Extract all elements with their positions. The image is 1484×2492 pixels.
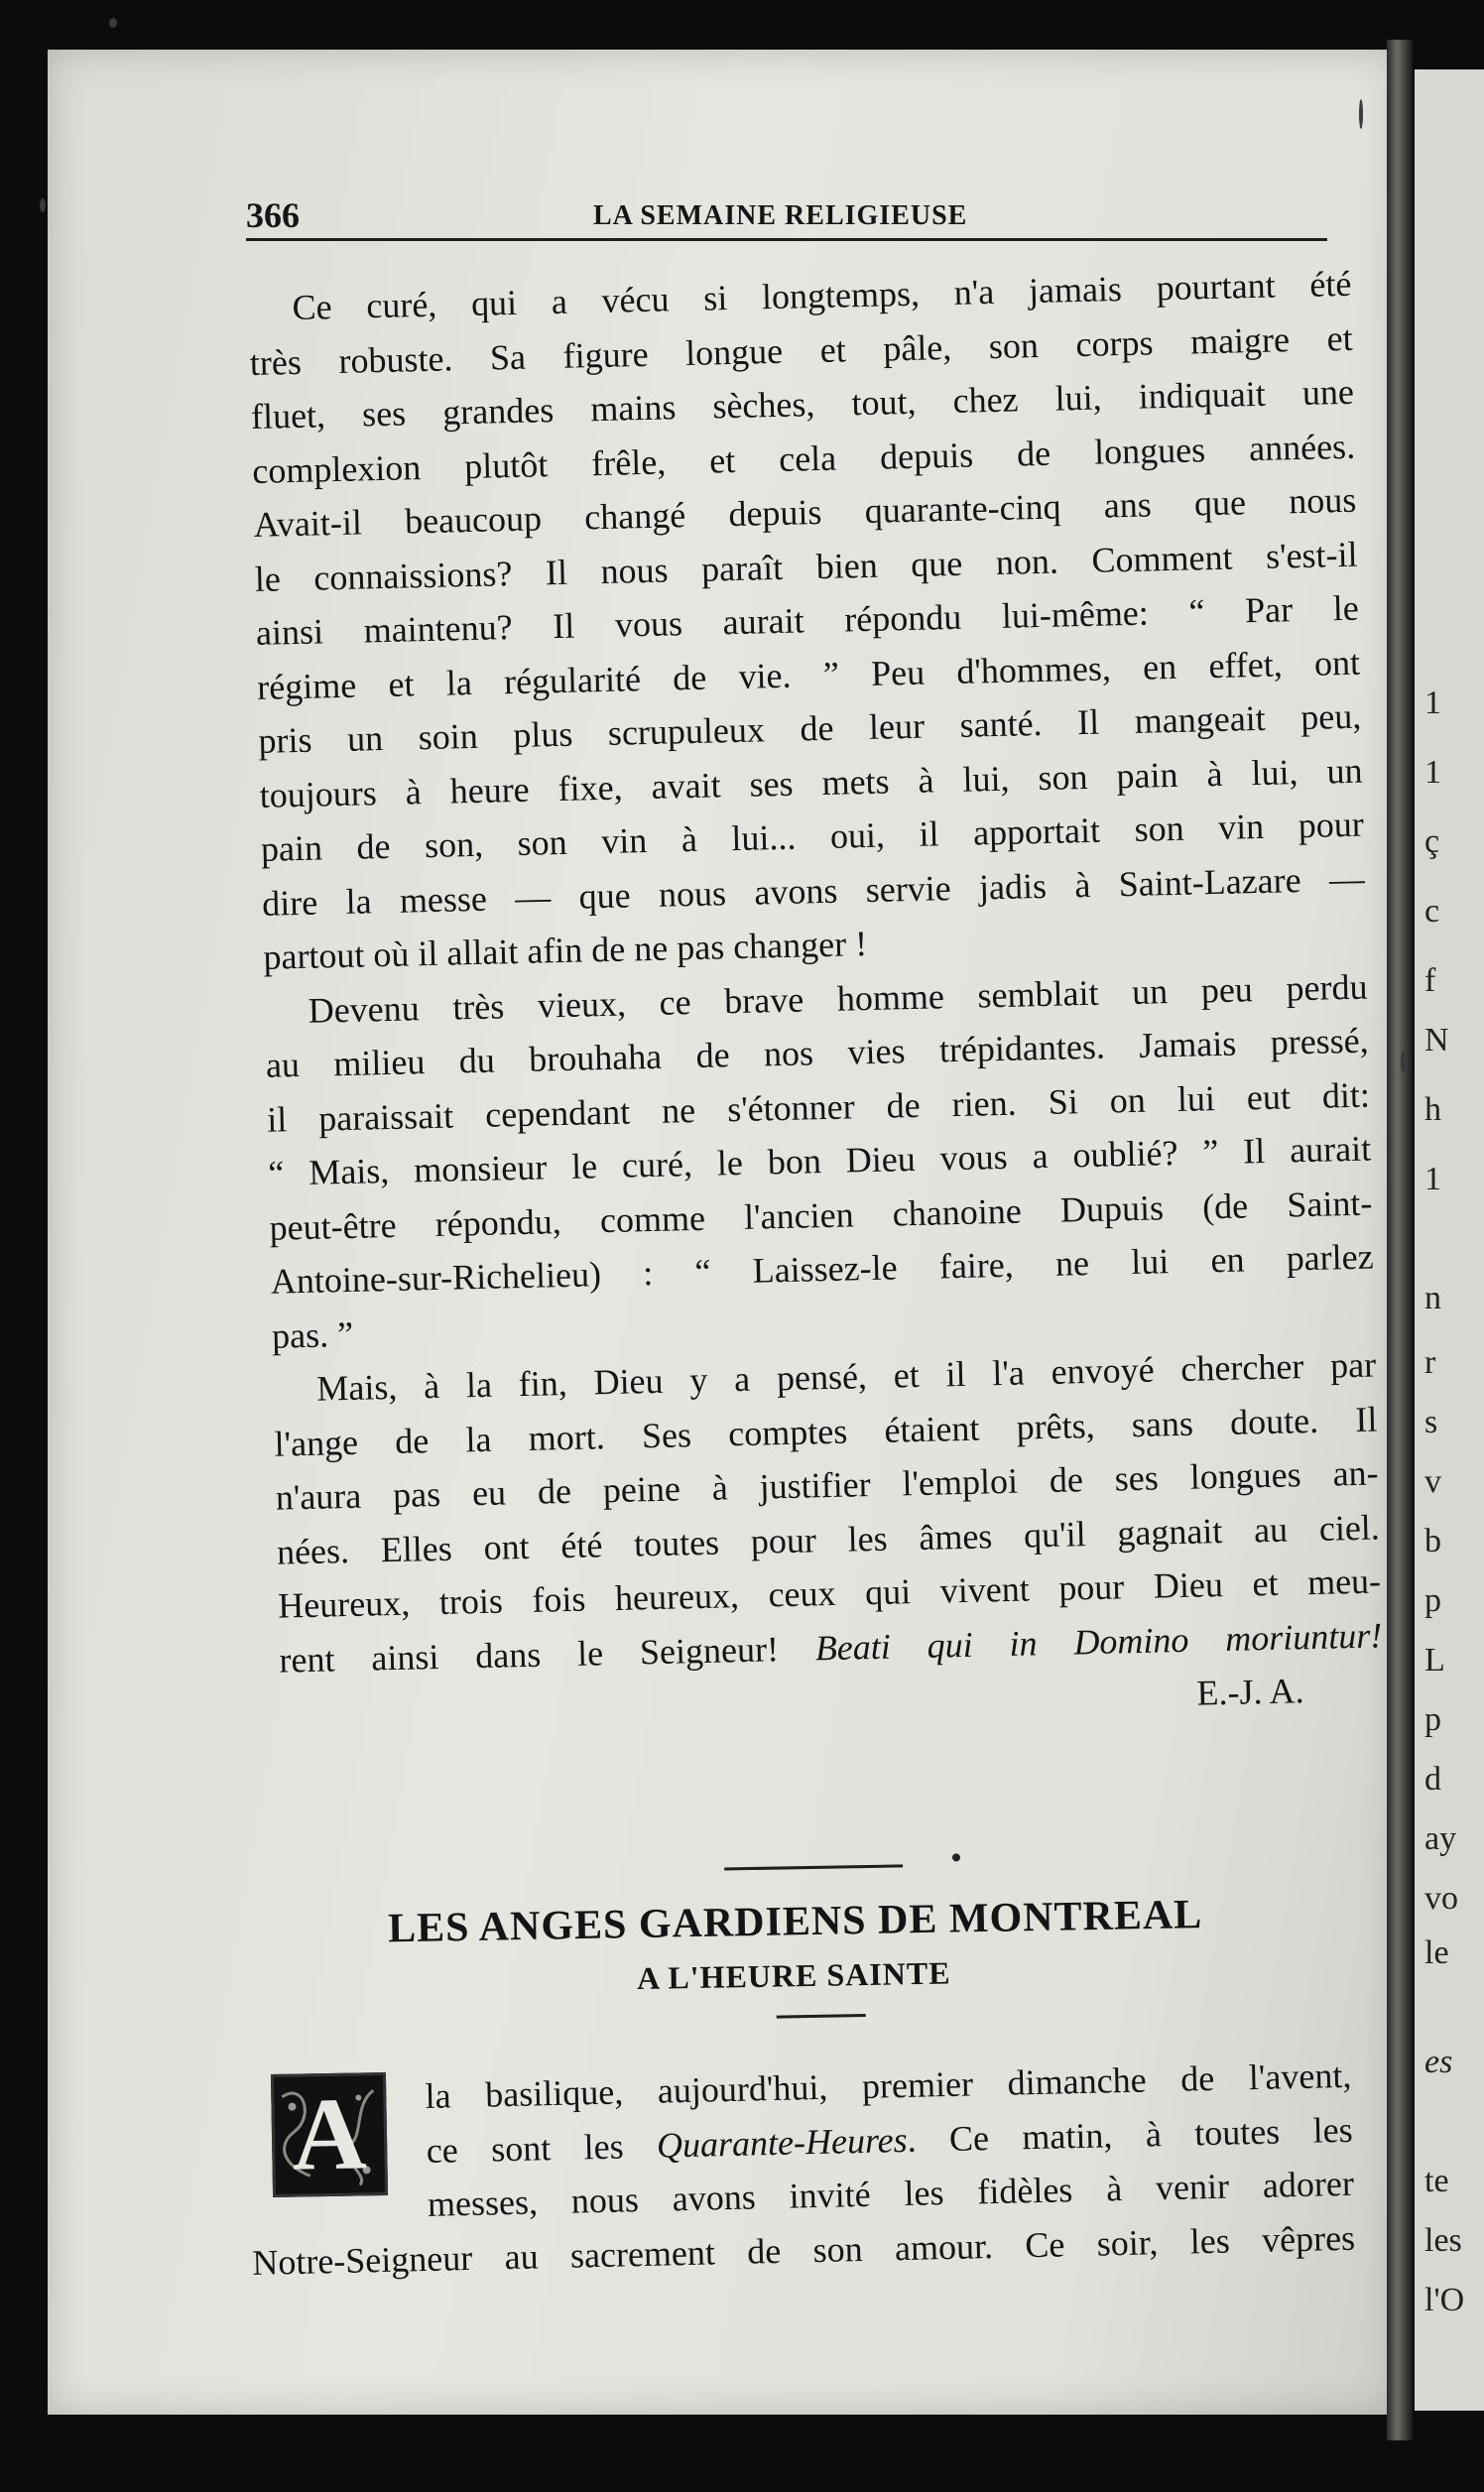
signature: E.-J. A. <box>1196 1671 1304 1713</box>
text-line: Ce curé, qui a vécu si longtemps, n'a jamais pourtant été <box>292 263 1352 327</box>
text-fragment: ce sont les <box>426 2125 658 2171</box>
text-line: Notre-Seigneur au sacrement de son amour. Ce soir, les vêpres <box>251 2217 1356 2283</box>
facing-fragment: v <box>1424 1463 1441 1500</box>
facing-fragment: ç <box>1424 823 1440 860</box>
facing-fragment: te <box>1424 2163 1449 2199</box>
text-line: nées. Elles ont été toutes pour les âmes qu'il gagnait au ciel. <box>276 1506 1381 1572</box>
text-line: Antoine-sur-Richelieu) : “ Laissez-le faire, ne lui en parlez <box>270 1236 1375 1302</box>
facing-fragment: d <box>1424 1761 1441 1798</box>
facing-fragment: ay <box>1424 1820 1457 1857</box>
text-line: pas. ” <box>271 1313 354 1356</box>
dust-speck <box>1401 1052 1406 1073</box>
text-line: pris un soin plus scrupuleux de leur santé. Il mangeait peu, <box>258 695 1362 761</box>
obituary-text <box>248 257 1384 1741</box>
book-spine <box>1387 40 1413 2440</box>
text-line: l'ange de la mort. Ses comptes étaient prêts, sans doute. Il <box>274 1398 1378 1464</box>
text-line: il paraissait cependant ne s'étonner de rien. Si on lui eut dit: <box>266 1074 1371 1140</box>
separator-dot <box>952 1853 960 1861</box>
latin-quote: Beati qui in Domino moriuntur! <box>814 1614 1383 1668</box>
header-rule <box>246 238 1327 241</box>
text-line: ainsi maintenu? Il vous aurait répondu lui-même: “ Par le <box>255 587 1360 653</box>
text-line: très robuste. Sa figure longue et pâle, son corps maigre et <box>249 317 1354 383</box>
text-line: au milieu du brouhaha de nos vies trépidantes. Jamais pressé, <box>265 1020 1370 1085</box>
dust-speck <box>40 198 46 212</box>
closing-phrase: rent ainsi dans le Seigneur! <box>279 1627 816 1681</box>
text-line: Mais, à la fin, Dieu y a pensé, et il l'a envoyé chercher par <box>315 1344 1377 1409</box>
facing-fragment: les <box>1424 2222 1462 2259</box>
dust-speck <box>1359 99 1363 129</box>
text-line: Avait-il beaucoup changé depuis quarante-cinq ans que nous <box>253 479 1357 545</box>
article-title: LES ANGES GARDIENS DE MONTREAL <box>387 1892 1203 1952</box>
facing-page-edge <box>1415 69 1484 2411</box>
text-fragment: . Ce matin, à toutes les <box>907 2109 1354 2160</box>
text-line: partout où il allait afin de ne pas changer ! <box>262 924 868 977</box>
page-number: 366 <box>246 195 300 235</box>
article-text <box>248 2049 1356 2290</box>
article-subtitle: A L'HEURE SAINTE <box>636 1954 951 1997</box>
facing-fragment: N <box>1424 1022 1449 1059</box>
facing-fragment: p <box>1424 1582 1441 1619</box>
text-line: Devenu très vieux, ce brave homme semblait un peu perdu <box>308 966 1368 1031</box>
facing-fragment: r <box>1424 1344 1436 1381</box>
facing-fragment: 1 <box>1424 1161 1441 1197</box>
facing-fragment: n <box>1424 1280 1441 1316</box>
text-line: dire la messe — que nous avons servie jadis à Saint-Lazare — <box>261 858 1366 924</box>
text-line: toujours à heure fixe, avait ses mets à lui, son pain à lui, un <box>259 750 1363 815</box>
facing-fragment: p <box>1424 1701 1441 1738</box>
facing-fragment: c <box>1424 893 1440 930</box>
text-line: fluet, ses grandes mains sèches, tout, chez lui, indiquait une <box>250 371 1355 436</box>
facing-fragment: es <box>1424 2044 1453 2080</box>
facing-fragment: 1 <box>1424 754 1441 791</box>
facing-fragment: le <box>1424 1934 1449 1971</box>
text-line: “ Mais, monsieur le curé, le bon Dieu vous a oublié? ” Il aurait <box>267 1128 1372 1193</box>
facing-fragment: h <box>1424 1091 1441 1128</box>
text-line: messes, nous avons invité les fidèles à venir adorer <box>427 2163 1355 2224</box>
text-line: pain de son, son vin à lui... oui, il apportait son vin pour <box>260 804 1365 869</box>
text-line: n'aura pas eu de peine à justifier l'emploi de ses longues an- <box>275 1452 1379 1518</box>
text-line: la basilique, aujourd'hui, premier dimanche de l'avent, <box>425 2055 1352 2116</box>
text-line: complexion plutôt frêle, et cela depuis de longues années. <box>251 426 1356 491</box>
text-line: Heureux, trois fois heureux, ceux qui vivent pour Dieu et meu- <box>277 1560 1382 1626</box>
facing-fragment: l'O <box>1424 2282 1465 2318</box>
text-line: peut-être répondu, comme l'ancien chanoine Dupuis (de Saint- <box>269 1183 1373 1248</box>
running-title: LA SEMAINE RELIGIEUSE <box>593 200 968 231</box>
italic-term: Quarante-Heures <box>656 2119 909 2166</box>
facing-fragment: f <box>1424 962 1436 999</box>
running-header <box>246 194 1327 238</box>
facing-fragment: s <box>1424 1404 1438 1440</box>
text-line: régime et la régularité de vie. ” Peu d'hommes, en effet, ont <box>256 642 1361 707</box>
facing-fragment: b <box>1424 1523 1441 1559</box>
facing-fragment: L <box>1424 1642 1445 1679</box>
text-line: le connaissions? Il nous paraît bien que non. Comment s'est-il <box>254 534 1358 599</box>
dust-speck <box>109 18 117 28</box>
facing-fragment: vo <box>1424 1880 1458 1917</box>
drop-cap-letter: A <box>291 2076 368 2192</box>
facing-fragment: 1 <box>1424 685 1441 721</box>
